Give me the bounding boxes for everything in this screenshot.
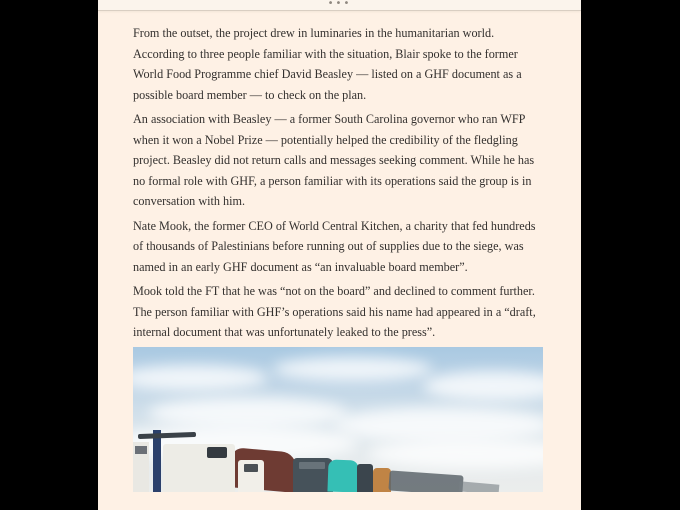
cloud-shape <box>333 407 543 443</box>
page-header <box>98 0 581 11</box>
cloud-shape <box>133 365 268 391</box>
letterbox-right <box>581 0 680 510</box>
cloud-shape <box>148 397 348 429</box>
cloud-shape <box>273 357 433 381</box>
truck-windshield <box>207 447 227 458</box>
ellipsis-menu-icon[interactable]: ••• <box>327 0 352 10</box>
article-paragraph-2: An association with Beasley — a former South Carolina governor who ran WFP when it won a Nobel Prize — potentially helped the credibility of the fledgling project. Beasley did not return calls and messages seeking comment. While he has no formal role with GHF, a person familiar with its operations said the group is in conversation with him. <box>133 112 535 208</box>
distant-truck-row <box>459 481 500 492</box>
article-photo <box>133 347 543 492</box>
letterbox-left <box>0 0 98 510</box>
cloud-shape <box>368 439 543 469</box>
article-body <box>98 11 581 492</box>
truck-window <box>135 446 147 454</box>
truck-dark-cab <box>357 464 373 492</box>
cloud-shape <box>423 371 543 401</box>
truck-teal-tarp <box>327 459 358 492</box>
truck-window <box>244 464 258 472</box>
article-paragraph-4: Mook told the FT that he was “not on the board” and declined to comment further. The person familiar with GHF’s operations said his name had appeared in a “draft, internal document that was unfortunately leaked to the press”. <box>133 284 536 339</box>
truck-window <box>299 462 325 469</box>
distant-truck-row <box>388 470 463 492</box>
article-paragraph-3: Nate Mook, the former CEO of World Central Kitchen, a charity that fed hundreds of thousands of Palestinians before running out of supplies due to the siege, was named in an early GHF document as “an invaluable board member”. <box>133 218 536 274</box>
article-paragraph-1: From the outset, the project drew in luminaries in the humanitarian world. According to three people familiar with the situation, Blair spoke to the former World Food Programme chief David Beasley — listed on a GHF document as a possible board member — to check on the plan. <box>133 26 522 102</box>
truck-crane-mast <box>153 430 161 492</box>
article-page <box>98 0 581 510</box>
